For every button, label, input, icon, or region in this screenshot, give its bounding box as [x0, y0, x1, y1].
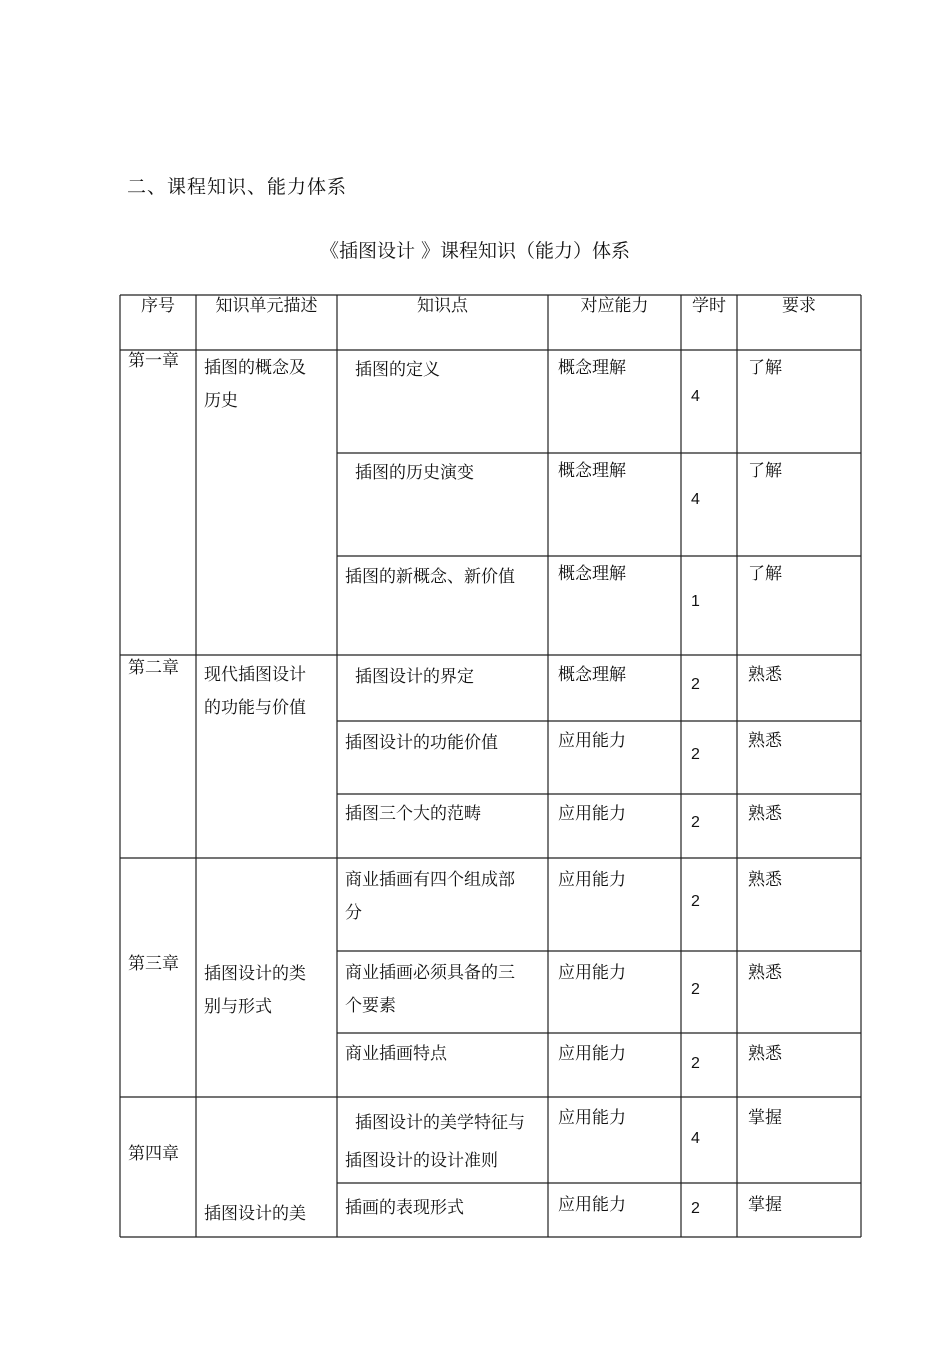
ability: 概念理解 [558, 564, 626, 584]
hours: 1 [691, 593, 700, 610]
header-unit: 知识单元描述 [215, 296, 318, 316]
hours: 4 [691, 491, 700, 508]
unit-description: 插图设计的美 [204, 1204, 306, 1224]
chapter-label: 第四章 [128, 1144, 179, 1164]
ability: 应用能力 [558, 1195, 626, 1215]
knowledge-point: 商业插画必须具备的三个要素 [345, 963, 515, 1016]
section-heading: 二、课程知识、能力体系 [127, 176, 348, 198]
header-ability: 对应能力 [580, 296, 649, 316]
requirement: 熟悉 [748, 804, 782, 824]
knowledge-point: 插图的历史演变 [355, 463, 474, 483]
ability: 应用能力 [558, 1108, 626, 1128]
unit-description: 插图的概念及历史 [204, 358, 306, 411]
hours: 2 [691, 814, 700, 831]
ability: 应用能力 [558, 804, 626, 824]
unit-description: 插图设计的类别与形式 [204, 964, 306, 1017]
requirement: 熟悉 [748, 1044, 782, 1064]
requirement: 了解 [748, 564, 782, 584]
table-title: 《插图设计 》课程知识（能力）体系 [319, 240, 631, 262]
requirement: 熟悉 [748, 665, 782, 685]
knowledge-point: 商业插画特点 [345, 1044, 447, 1064]
requirement: 掌握 [748, 1195, 782, 1215]
ability: 应用能力 [558, 963, 626, 983]
header-index: 序号 [141, 296, 175, 316]
ability: 应用能力 [558, 870, 626, 890]
knowledge-point: 插图设计的界定 [355, 667, 474, 687]
ability: 应用能力 [558, 731, 626, 751]
requirement: 熟悉 [748, 731, 782, 751]
knowledge-point: 商业插画有四个组成部分 [345, 870, 515, 923]
hours: 2 [691, 981, 700, 998]
knowledge-point: 插图的新概念、新价值 [345, 567, 515, 587]
ability: 概念理解 [558, 461, 626, 481]
header-hours: 学时 [692, 296, 726, 316]
knowledge-point: 插图设计的功能价值 [345, 733, 498, 753]
requirement: 掌握 [748, 1108, 782, 1128]
hours: 2 [691, 893, 700, 910]
ability: 概念理解 [558, 358, 626, 378]
ability: 概念理解 [558, 665, 626, 685]
ability: 应用能力 [558, 1044, 626, 1064]
requirement: 了解 [748, 461, 782, 481]
knowledge-point: 插图设计的美学特征与插图设计的设计准则 [345, 1113, 525, 1171]
hours: 4 [691, 1130, 700, 1147]
hours: 2 [691, 676, 700, 693]
requirement: 了解 [748, 358, 782, 378]
hours: 2 [691, 746, 700, 763]
knowledge-point: 插图的定义 [355, 360, 440, 380]
requirement: 熟悉 [748, 870, 782, 890]
header-point: 知识点 [417, 296, 468, 316]
hours: 2 [691, 1055, 700, 1072]
chapter-label: 第三章 [128, 954, 179, 974]
unit-description: 现代插图设计的功能与价值 [204, 665, 306, 718]
hours: 2 [691, 1200, 700, 1217]
header-requirement: 要求 [782, 296, 816, 316]
chapter-label: 第二章 [128, 658, 179, 678]
knowledge-point: 插画的表现形式 [345, 1198, 464, 1218]
requirement: 熟悉 [748, 963, 782, 983]
hours: 4 [691, 388, 700, 405]
chapter-label: 第一章 [128, 351, 179, 371]
knowledge-point: 插图三个大的范畴 [345, 804, 481, 824]
